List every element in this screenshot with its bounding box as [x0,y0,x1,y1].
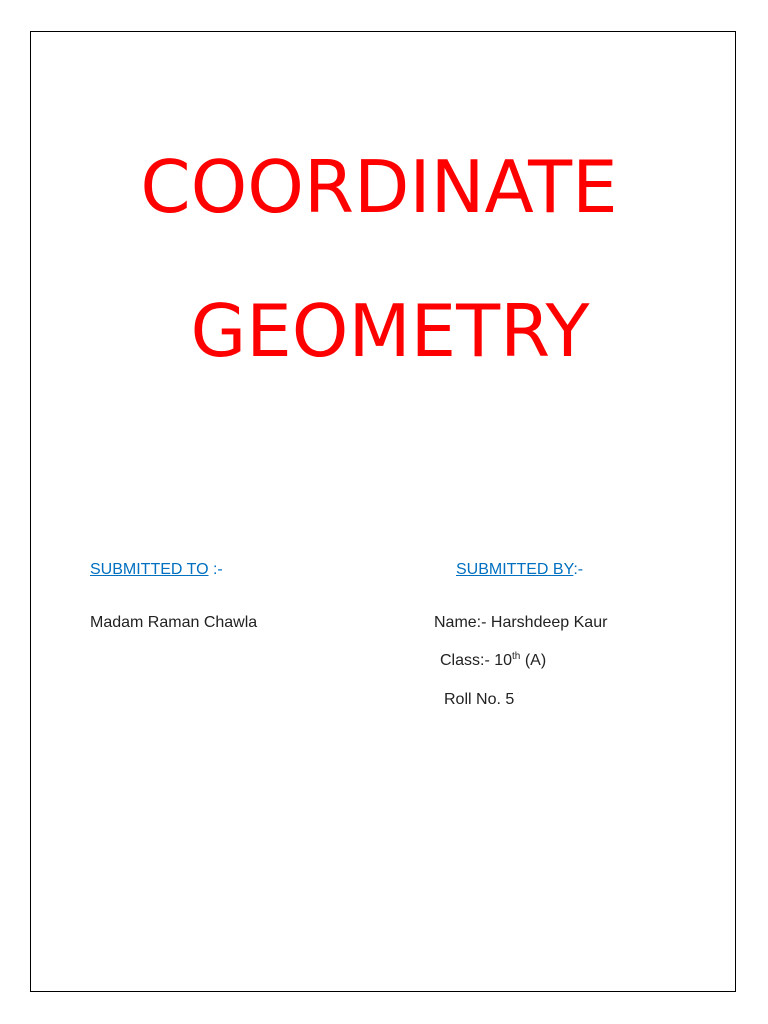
submitted-by-suffix: :- [573,561,584,578]
student-roll-number: Roll No. 5 [444,691,515,708]
submitted-by-label: SUBMITTED BY [456,561,574,578]
student-class [440,653,546,669]
class-suffix: (A) [520,652,547,669]
submitted-to-heading [90,562,223,578]
submitted-by-heading [456,562,583,578]
title-line-1: COORDINATE [140,145,618,229]
title-line-2: GEOMETRY [190,289,590,373]
class-prefix: Class:- 10 [440,652,513,669]
submitted-to-suffix: :- [208,561,223,578]
class-superscript: th [512,651,521,662]
submitted-to-label: SUBMITTED TO [90,561,209,578]
teacher-name: Madam Raman Chawla [90,614,258,631]
student-name: Name:- Harshdeep Kaur [434,614,608,631]
